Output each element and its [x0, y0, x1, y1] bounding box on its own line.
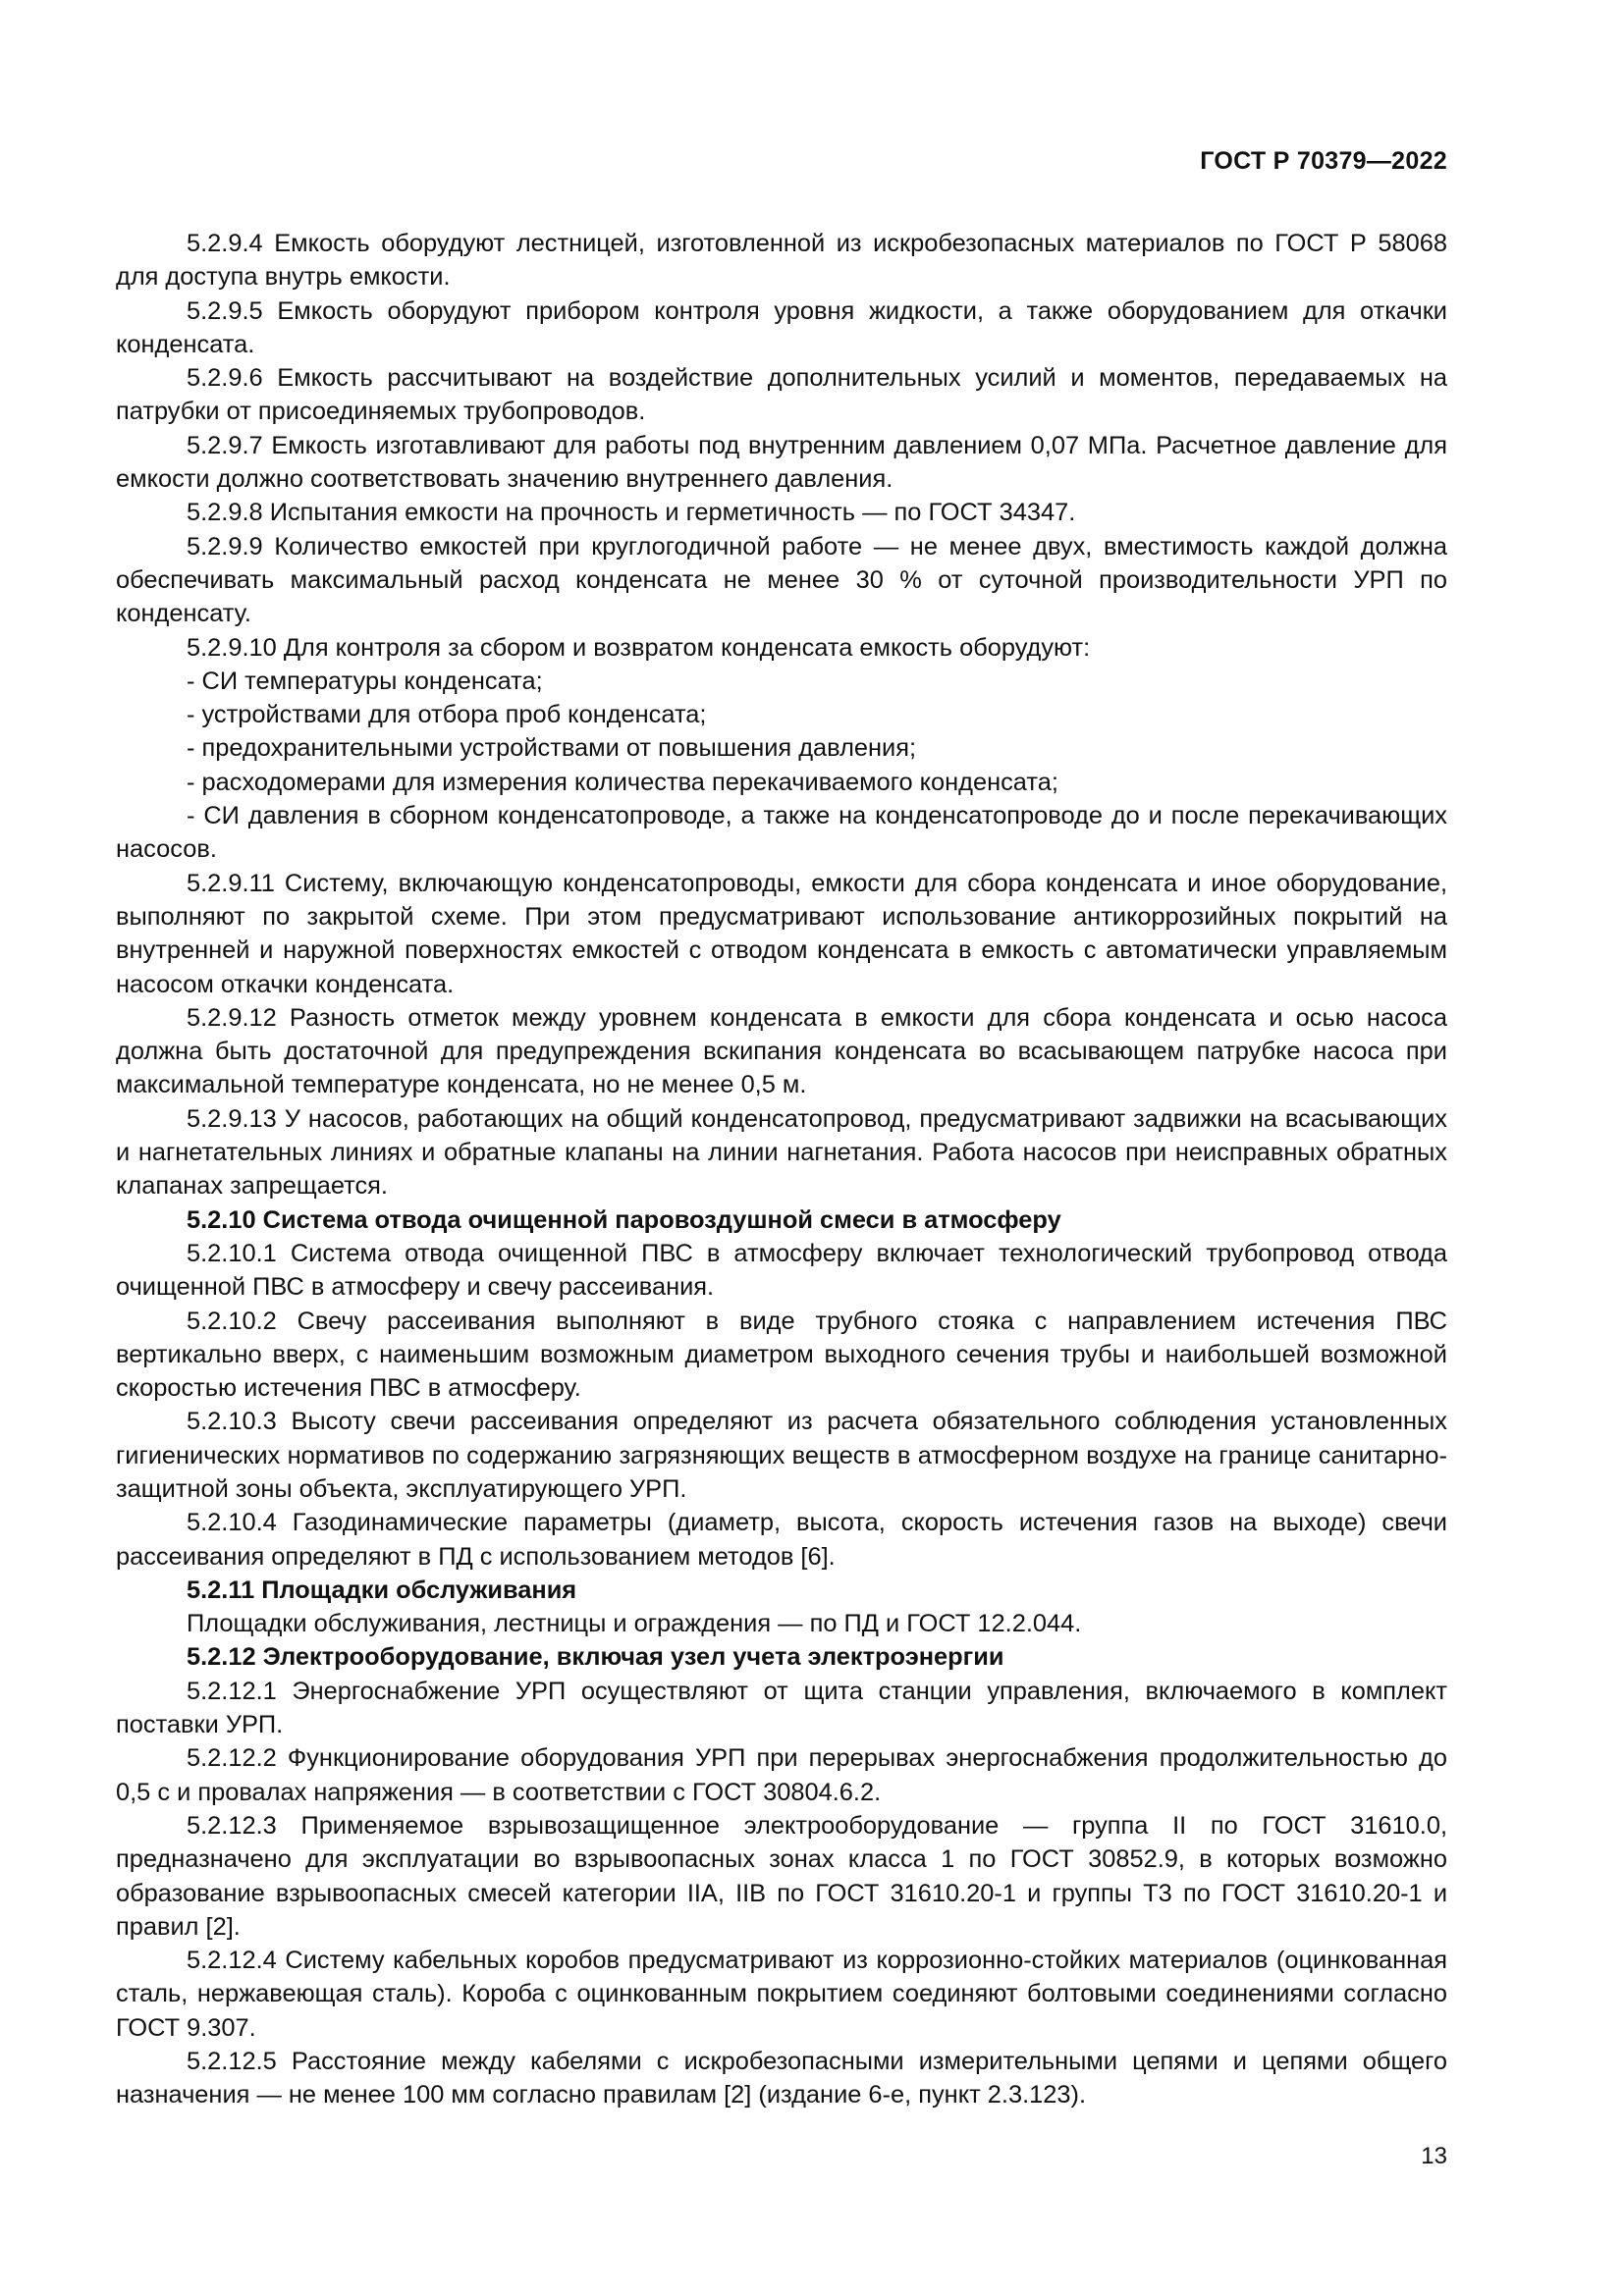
paragraph: 5.2.9.8 Испытания емкости на прочность и герметичность — по ГОСТ 34347.: [187, 499, 1076, 527]
paragraph: 5.2.9.7 Емкость изготавливают для работы под внутренним давлением 0,07 МПа. Расчетное давление для емкости должно соответствовать значению внутреннего давления.: [116, 431, 1447, 494]
list-item: - СИ температуры конденсата;: [187, 667, 543, 695]
list-item: - устройствами для отбора проб конденсата;: [187, 701, 707, 729]
paragraph: 5.2.10.3 Высоту свечи рассеивания определяют из расчета обязательного соблюдения установленных гигиенических нормативов по содержанию загрязняющих веществ в атмосферном воздухе на границе санитарно-защитной зоны объекта, эксплуатирующего УРП.: [116, 1408, 1447, 1503]
paragraph: 5.2.9.10 Для контроля за сбором и возвратом конденсата емкость оборудуют:: [187, 633, 1091, 662]
section-heading: 5.2.11 Площадки обслуживания: [187, 1575, 577, 1604]
paragraph: 5.2.10.4 Газодинамические параметры (диаметр, высота, скорость истечения газов на выходе) свечи рассеивания определяют в ПД с использованием методов [6].: [116, 1509, 1447, 1571]
paragraph: 5.2.9.5 Емкость оборудуют прибором контроля уровня жидкости, а также оборудованием для откачки конденсата.: [116, 296, 1447, 358]
paragraph: 5.2.9.12 Разность отметок между уровнем конденсата в емкости для сбора конденсата и осью насоса должна быть достаточной для предупреждения вскипания конденсата во всасывающем патрубке насоса при максимальной температуре конденсата, но не менее 0,5 м.: [116, 1003, 1447, 1099]
paragraph: 5.2.12.2 Функционирование оборудования УРП при перерывах энергоснабжения продолжительностью до 0,5 с и провалах напряжения — в соответствии с ГОСТ 30804.6.2.: [116, 1744, 1447, 1806]
standard-header: ГОСТ Р 70379—2022: [1200, 147, 1447, 175]
paragraph: 5.2.9.13 У насосов, работающих на общий конденсатопровод, предусматривают задвижки на всасывающих и нагнетательных линиях и обратные клапаны на линии нагнетания. Работа насосов при неисправных обратных клапанах запрещается.: [116, 1104, 1447, 1201]
list-item: - предохранительными устройствами от повышения давления;: [187, 734, 917, 763]
paragraph: 5.2.9.11 Систему, включающую конденсатопроводы, емкости для сбора конденсата и иное оборудование, выполняют по закрытой схеме. При этом предусматривают использование антикоррозийных покрытий на внутренней и наружной поверхностях емкостей с отводом конденсата в емкость с автоматически управляемым насосом откачки конденсата.: [116, 869, 1447, 998]
paragraph: 5.2.9.6 Емкость рассчитывают на воздействие дополнительных усилий и моментов, передаваемых на патрубки от присоединяемых трубопроводов.: [116, 364, 1447, 426]
paragraph: 5.2.10.2 Свечу рассеивания выполняют в виде трубного стояка с направлением истечения ПВС вертикально вверх, с наименьшим возможным диаметром выходного сечения трубы и наибольшей возможной скоростью истечения ПВС в атмосферу.: [116, 1307, 1447, 1403]
paragraph: 5.2.12.3 Применяемое взрывозащищенное электрооборудование — группа II по ГОСТ 31610.0, предназначено для эксплуатации во взрывоопасных зонах класса 1 по ГОСТ 30852.9, в которых возможно образование взрывоопасных смесей категории IIA, IIB по ГОСТ 31610.20-1 и группы Т3 по ГОСТ 31610.20-1 и правил [2].: [116, 1811, 1447, 1941]
document-body: [116, 227, 1447, 2112]
paragraph: 5.2.10.1 Система отвода очищенной ПВС в атмосферу включает технологический трубопровод отвода очищенной ПВС в атмосферу и свечу рассеивания.: [116, 1239, 1447, 1302]
section-heading: 5.2.10 Система отвода очищенной паровоздушной смеси в атмосферу: [187, 1205, 1061, 1234]
list-item: - расходомерами для измерения количества перекачиваемого конденсата;: [187, 768, 1058, 796]
list-item: - СИ давления в сборном конденсатопроводе, а также на конденсатопроводе до и после перекачивающих насосов.: [116, 802, 1447, 864]
paragraph: 5.2.12.1 Энергоснабжение УРП осуществляют от щита станции управления, включаемого в комплект поставки УРП.: [116, 1677, 1447, 1739]
page-number: 13: [1421, 2143, 1447, 2169]
paragraph: 5.2.12.4 Систему кабельных коробов предусматривают из коррозионно-стойких материалов (оцинкованная сталь, нержавеющая сталь). Короба с оцинкованным покрытием соединяют болтовыми соединениями согласно ГОСТ 9.307.: [116, 1947, 1447, 2042]
paragraph: 5.2.9.4 Емкость оборудуют лестницей, изготовленной из искробезопасных материалов по ГОСТ Р 58068 для доступа внутрь емкости.: [116, 230, 1447, 292]
paragraph: Площадки обслуживания, лестницы и ограждения — по ПД и ГОСТ 12.2.044.: [187, 1610, 1082, 1638]
paragraph: 5.2.9.9 Количество емкостей при круглогодичной работе — не менее двух, вместимость каждой должна обеспечивать максимальный расход конденсата не менее 30 % от суточной производительности УРП по конденсату.: [116, 532, 1447, 628]
paragraph: 5.2.12.5 Расстояние между кабелями с искробезопасными измерительными цепями и цепями общего назначения — не менее 100 мм согласно правилам [2] (издание 6-е, пункт 2.3.123).: [116, 2048, 1447, 2109]
section-heading: 5.2.12 Электрооборудование, включая узел учета электроэнергии: [187, 1643, 1004, 1672]
